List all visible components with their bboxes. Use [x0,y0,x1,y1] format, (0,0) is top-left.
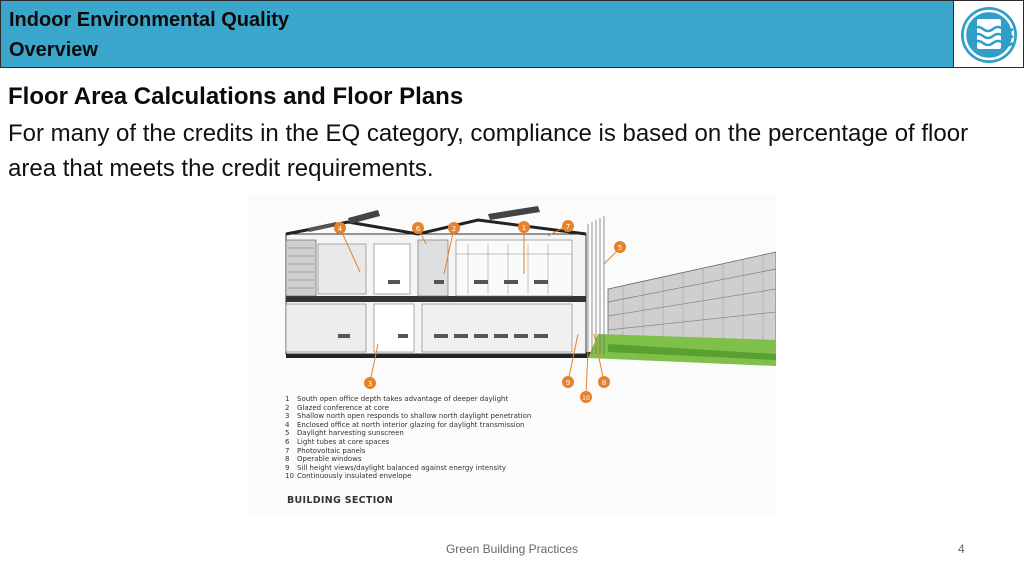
building-section-label: BUILDING SECTION [287,495,394,506]
svg-text:3: 3 [367,380,373,388]
callout-marker-1 [518,221,530,233]
header-title-line2: Overview [9,39,98,61]
callout-marker-9 [562,376,574,388]
logo-box [954,0,1024,68]
legend-item: 4 Enclosed office at north interior glazing for daylight transmission [285,420,525,429]
svg-text:4: 4 [337,225,343,233]
slide-body-text: For many of the credits in the EQ category, compliance is based on the percentage of floor area that meets the credit requirements. [8,120,969,182]
svg-text:6: 6 [415,225,421,233]
slide-heading: Floor Area Calculations and Floor Plans [8,83,464,110]
callout-marker-5 [614,241,626,253]
legend-item: 9 Sill height views/daylight balanced against energy intensity [285,463,506,472]
svg-text:1: 1 [521,224,527,232]
legend-item: 3 Shallow north open responds to shallow north daylight penetration [285,412,532,421]
water-waves-logo-icon [959,5,1019,65]
svg-text:5: 5 [617,244,623,252]
legend-item: 10 Continuously insulated envelope [285,472,412,481]
legend-item: 2 Glazed conference at core [285,403,389,412]
svg-text:7: 7 [565,223,571,231]
svg-text:2: 2 [451,225,457,233]
callout-marker-6 [412,222,424,234]
callout-marker-8 [598,376,610,388]
svg-text:8: 8 [601,379,607,387]
figure-legend [285,395,531,481]
legend-item: 1 South open office depth takes advantage of deeper daylight [285,395,509,403]
header-title-line1: Indoor Environmental Quality [9,9,290,31]
legend-item: 8 Operable windows [285,455,362,464]
svg-text:10: 10 [582,395,590,402]
legend-item: 6 Light tubes at core spaces [285,437,390,446]
svg-text:9: 9 [565,379,571,387]
footer-title: Green Building Practices [445,542,579,556]
callout-marker-2 [448,222,460,234]
callout-marker-4 [334,222,346,234]
page-number: 4 [958,542,965,556]
legend-item: 5 Daylight harvesting sunscreen [285,429,404,438]
slide-header [0,0,954,68]
legend-item: 7 Photovoltaic panels [285,446,366,455]
callout-marker-3 [364,377,376,389]
callout-marker-10 [580,391,592,403]
callout-marker-7 [562,220,574,232]
